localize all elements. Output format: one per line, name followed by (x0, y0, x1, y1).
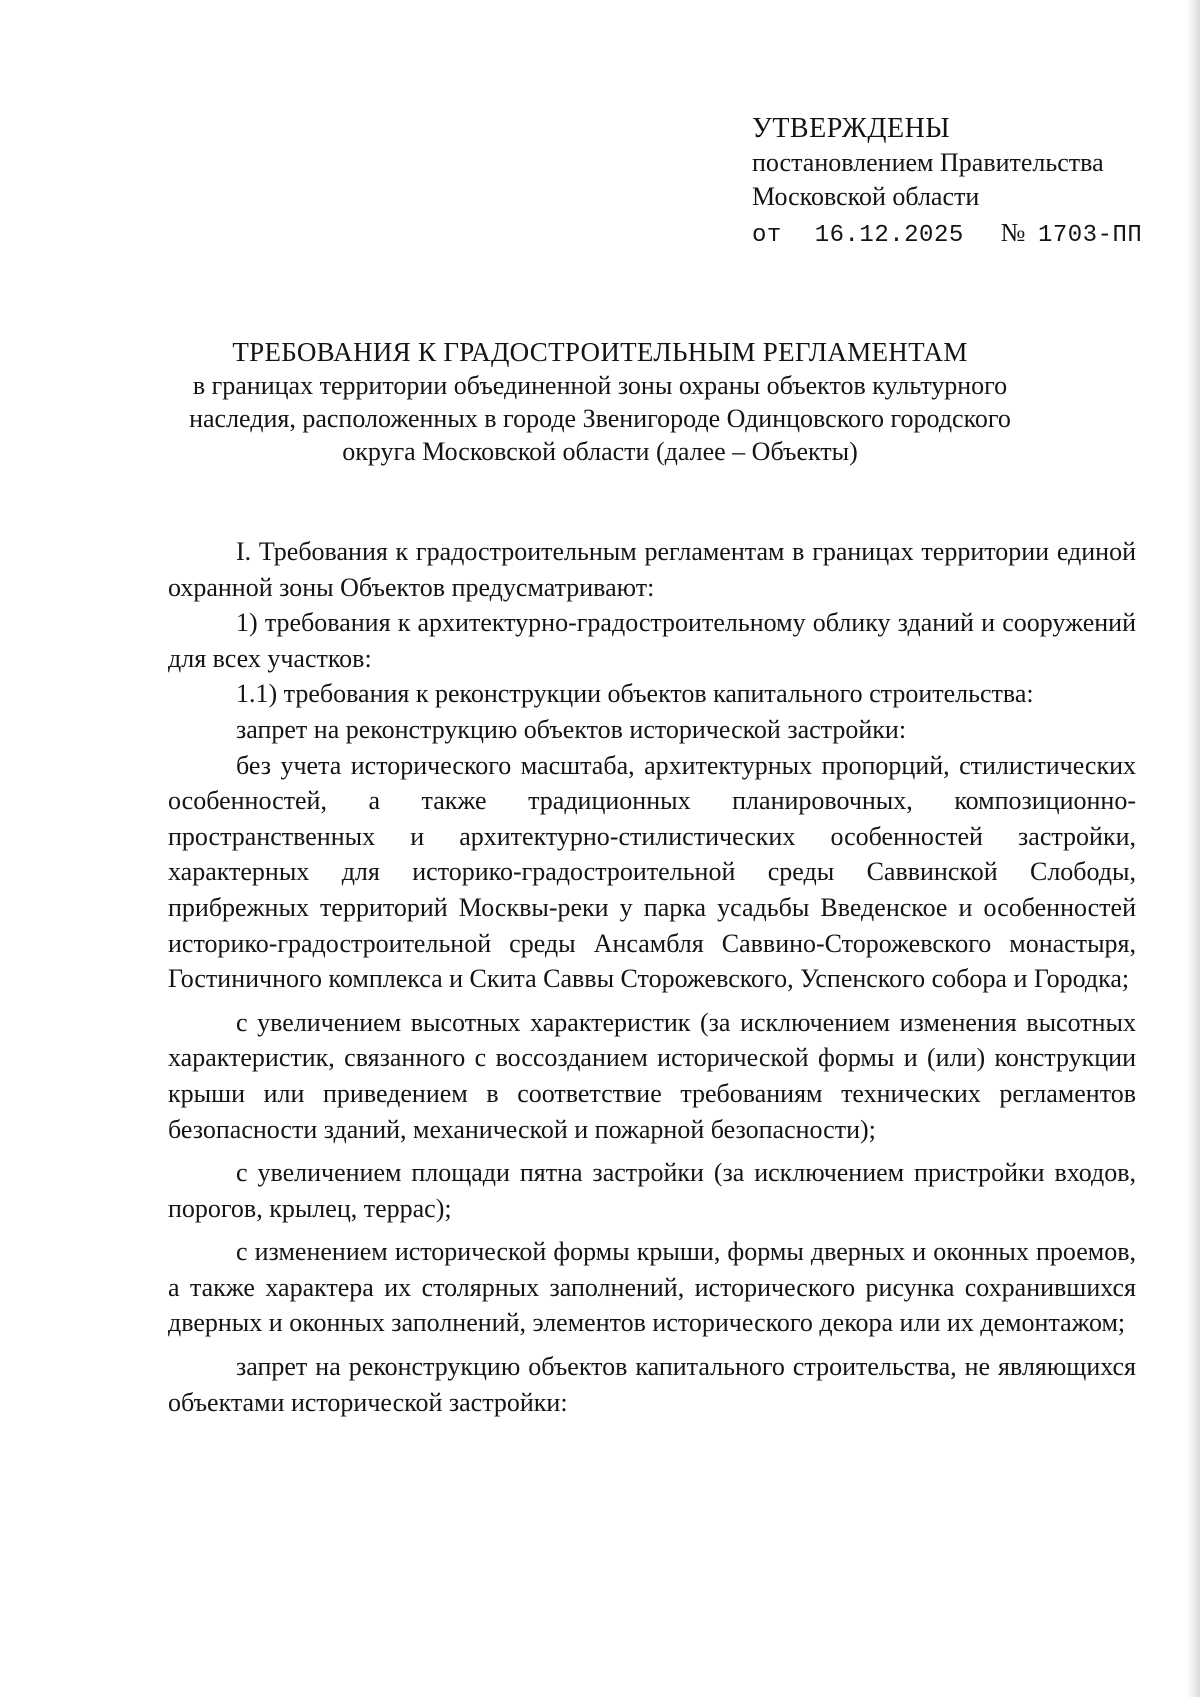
approved-heading: УТВЕРЖДЕНЫ (752, 113, 951, 144)
subtitle: в границах территории объединенной зоны охраны объектов культурного наследия, расположенных в городе Звенигороде Одинцовского городского округа Московской области (далее – Объекты) (189, 371, 1011, 466)
approval-date-line (752, 216, 1142, 253)
approval-stamp-block (752, 112, 1142, 253)
approval-line-2: Московской области (752, 182, 980, 211)
main-title: ТРЕБОВАНИЯ К ГРАДОСТРОИТЕЛЬНЫМ РЕГЛАМЕНТАМ (232, 337, 968, 367)
paragraph: I. Требования к градостроительным регламентам в границах территории единой охранной зоны Объектов предусматривают: (168, 537, 1136, 602)
paragraph: с увеличением площади пятна застройки (за исключением пристройки входов, порогов, крылец, террас); (168, 1158, 1136, 1223)
document-title (150, 336, 1050, 468)
paragraph: 1) требования к архитектурно-градостроительному облику зданий и сооружений для всех участков: (168, 608, 1136, 673)
approval-number: 1703-ПП (1037, 222, 1143, 249)
paragraph: без учета исторического масштаба, архитектурных пропорций, стилистических особенностей, а также традиционных планировочных, композиционно-пространственных и архитектурно-стилистических особенностей застройки, характерных для историко-градостроительной среды Саввинской Слободы, прибрежных территорий Москвы-реки у парка усадьбы Введенское и особенностей историко-градостроительной среды Ансамбля Саввино-Сторожевского монастыря, Гостиничного комплекса и Скита Саввы Сторожевского, Успенского собора и Городка; (168, 750, 1136, 994)
scan-edge-shadow (1186, 0, 1200, 1697)
document-body (168, 534, 1136, 1420)
number-sign: № (1000, 218, 1026, 247)
approval-date: 16.12.2025 (814, 222, 964, 249)
paragraph: запрет на реконструкцию объектов капитального строительства, не являющихся объектами исторической застройки: (168, 1352, 1136, 1417)
paragraph: 1.1) требования к реконструкции объектов капитального строительства: (236, 679, 1034, 709)
paragraph: с изменением исторической формы крыши, формы дверных и оконных проемов, а также характера их столярных заполнений, исторического рисунка сохранившихся дверных и оконных заполнений, элементов исторического декора или их демонтажом; (168, 1237, 1136, 1338)
paragraph: с увеличением высотных характеристик (за исключением изменения высотных характеристик, связанного с воссозданием исторической формы и (или) конструкции крыши или приведением в соответствие требованиям технических регламентов безопасности зданий, механической и пожарной безопасности); (168, 1007, 1136, 1144)
approval-line-1: постановлением Правительства (752, 148, 1104, 177)
paragraph: запрет на реконструкцию объектов исторической застройки: (236, 714, 907, 744)
date-prefix: от (752, 222, 782, 249)
